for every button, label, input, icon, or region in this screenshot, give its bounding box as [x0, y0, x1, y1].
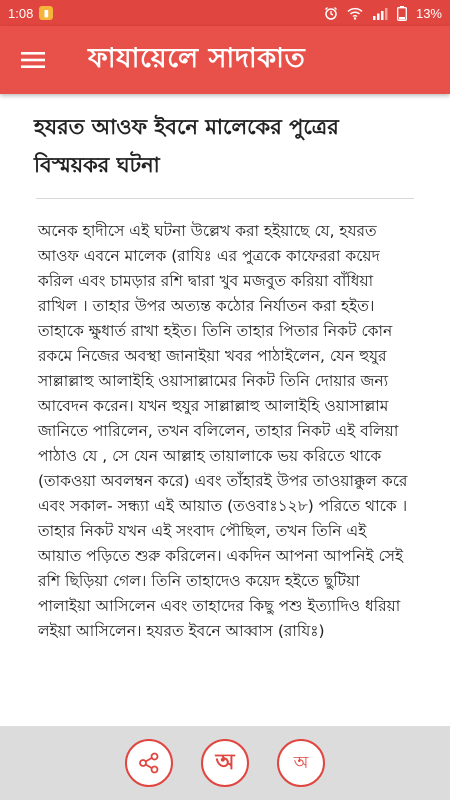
hamburger-menu-icon[interactable]	[0, 26, 66, 94]
battery-icon	[397, 6, 407, 21]
font-increase-label: অ	[215, 750, 235, 775]
article-title: হযরত আওফ ইবনে মালেকের পুত্রের বিস্ময়কর ঘটনা	[34, 115, 339, 177]
font-increase-button[interactable]	[201, 739, 249, 787]
status-bar	[0, 0, 450, 26]
app-notification-icon: ▮	[39, 6, 53, 20]
article-content[interactable]	[0, 94, 450, 726]
wifi-icon	[347, 7, 363, 20]
alarm-icon	[324, 6, 338, 20]
font-decrease-button[interactable]	[277, 739, 325, 787]
app-bar	[0, 26, 450, 94]
signal-icon	[372, 7, 388, 20]
status-right	[324, 6, 450, 21]
title-divider	[36, 198, 414, 199]
share-icon	[138, 752, 160, 774]
bottom-toolbar	[0, 726, 450, 800]
app-title: ফাযায়েলে সাদাকাত	[88, 42, 306, 74]
font-decrease-label: অ	[293, 752, 309, 773]
article-body: অনেক হাদীসে এই ঘটনা উল্লেখ করা হইয়াছে যে, হযরত আওফ এবনে মালেক (রাযিঃ এর পুত্রকে কাফেররা কয়েদ করিল এবং চামড়ার রশি দ্বারা খুব মজবুত করিয়া বাঁধিয়া রাখিল । তাহার উপর অত্যন্ত কঠোর নির্যাতন করা হইত। তাহাকে ক্ষুধার্ত রাখা হইত। তিনি তাহার পিতার নিকট কোন রকমে নিজের অবস্থা জানাইয়া খবর পাঠাইলেন, যেন হুযুর সাল্লাল্লাহু আলাইহি ওয়াসাল্লামের নিকট তিনি দোয়ার জন্য আবেদন করেন। যখন হুযুর সাল্লাল্লাহু আলাইহি ওয়াসাল্লাম জানিতে পারিলেন, তখন বলিলেন, তাহার নিকট এই বলিয়া পাঠাও যে , সে যেন আল্লাহ তায়ালাকে ভয় করিতে থাকে (তাকওয়া অবলম্বন করে) এবং তাঁহারই উপর তাওয়াক্কুল করে এবং সকাল- সন্ধ্যা এই আয়াত (তওবাঃ১২৮) পরিতে থাকে । তাহার নিকট যখন এই সংবাদ পৌছিল, তখন তিনি এই আয়াত পড়িতে শুরু করিলেন। একদিন আপনা আপনিই সেই রশি ছিড়িয়া গেল। তিনি তাহাদেও কয়েদ হইতে ছুটিয়া পালাইয়া আসিলেন এবং তাহাদের কিছু পশু ইত্যাদিও ধরিয়া লইয়া আসিলেন। হযরত ইবনে আব্বাস (রাযিঃ)	[38, 222, 408, 640]
status-time: 1:08	[8, 5, 34, 21]
share-button[interactable]	[125, 739, 173, 787]
battery-percent: 13%	[415, 5, 442, 21]
status-left	[0, 6, 53, 21]
